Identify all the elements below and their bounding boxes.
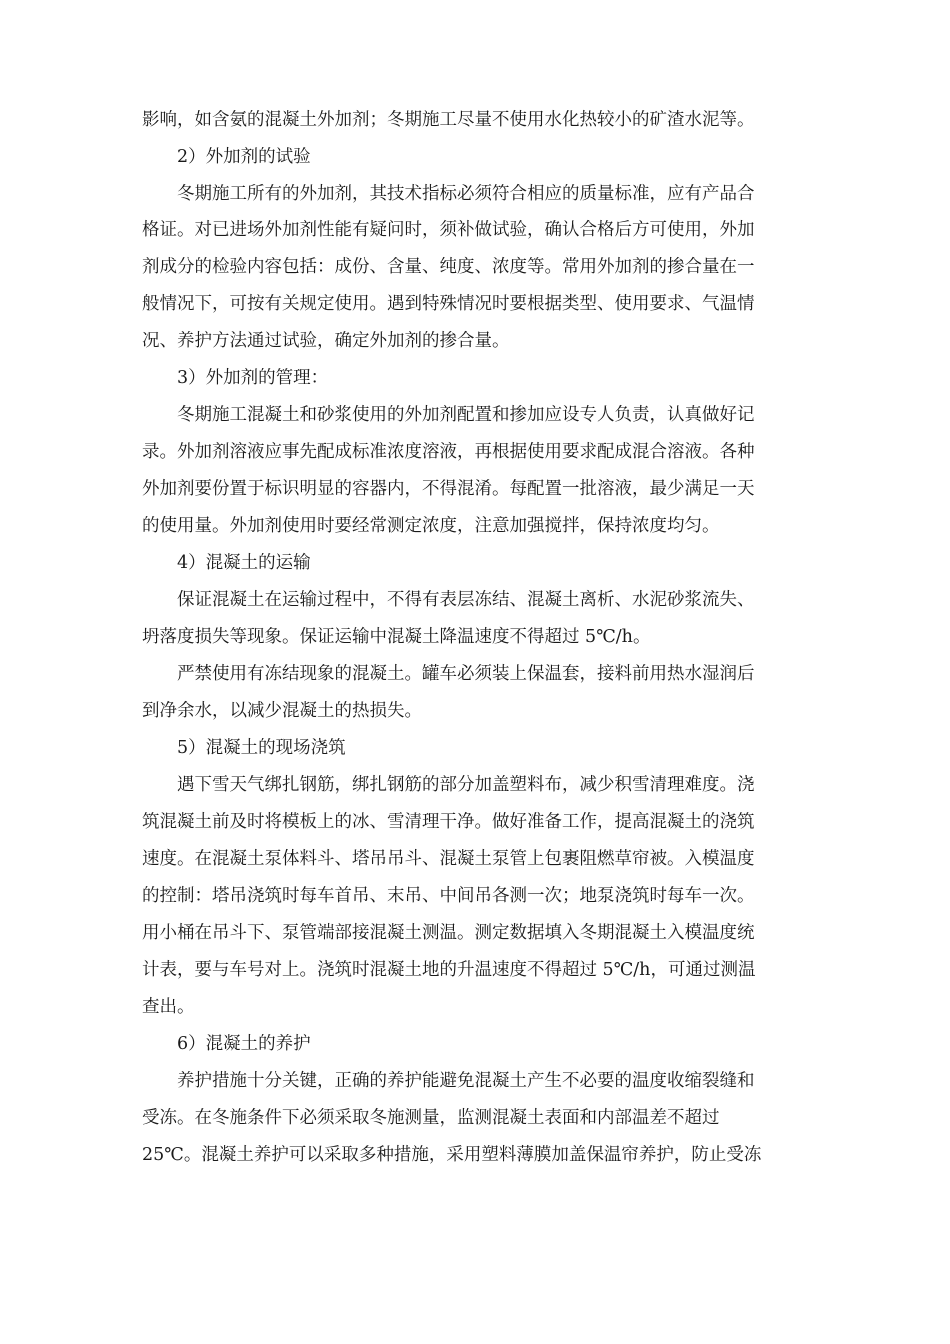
section-heading: 4）混凝土的运输 [177,553,311,573]
text-line: 况、养护方法通过试验，确定外加剂的掺合量。 [142,331,510,351]
section-heading: 3）外加剂的管理： [177,368,329,388]
text-line: 冬期施工所有的外加剂，其技术指标必须符合相应的质量标准，应有产品合 [177,184,755,204]
text-line: 遇下雪天气绑扎钢筋，绑扎钢筋的部分加盖塑料布，减少积雪清理难度。浇 [177,775,755,795]
text-line: 般情况下，可按有关规定使用。遇到特殊情况时要根据类型、使用要求、气温情 [142,294,755,314]
text-line: 剂成分的检验内容包括：成份、含量、纯度、浓度等。常用外加剂的掺合量在一 [142,257,755,277]
text-line: 录。外加剂溶液应事先配成标准浓度溶液，再根据使用要求配成混合溶液。各种 [142,442,755,462]
text-line: 用小桶在吊斗下、泵管端部接混凝土测温。测定数据填入冬期混凝土入模温度统 [142,923,755,943]
text-line: 查出。 [142,997,195,1017]
text-line: 的使用量。外加剂使用时要经常测定浓度，注意加强搅拌，保持浓度均匀。 [142,516,720,536]
section-heading: 2）外加剂的试验 [177,147,311,167]
text-line: 严禁使用有冻结现象的混凝土。罐车必须装上保温套，接料前用热水湿润后 [177,664,755,684]
text-line: 格证。对已进场外加剂性能有疑问时，须补做试验，确认合格后方可使用，外加 [142,220,755,240]
text-line: 受冻。在冬施条件下必须采取冬施测量，监测混凝土表面和内部温差不超过 [142,1108,720,1128]
text-line: 到净余水，以减少混凝土的热损失。 [142,701,422,721]
text-line: 养护措施十分关键，正确的养护能避免混凝土产生不必要的温度收缩裂缝和 [177,1071,755,1091]
text-line: 影响，如含氨的混凝土外加剂；冬期施工尽量不使用水化热较小的矿渣水泥等。 [142,110,755,130]
section-heading: 6）混凝土的养护 [177,1034,311,1054]
section-heading: 5）混凝土的现场浇筑 [177,738,346,758]
text-line: 计表，要与车号对上。浇筑时混凝土地的升温速度不得超过 5℃/h，可通过测温 [142,960,756,980]
text-line: 冬期施工混凝土和砂浆使用的外加剂配置和掺加应设专人负责，认真做好记 [177,405,755,425]
text-line: 的控制：塔吊浇筑时每车首吊、末吊、中间吊各测一次；地泵浇筑时每车一次。 [142,886,755,906]
text-line: 速度。在混凝土泵体料斗、塔吊吊斗、混凝土泵管上包裹阻燃草帘被。入模温度 [142,849,755,869]
text-line: 25℃。混凝土养护可以采取多种措施，采用塑料薄膜加盖保温帘养护，防止受冻 [142,1145,762,1165]
text-line: 外加剂要份置于标识明显的容器内，不得混淆。每配置一批溶液，最少满足一天 [142,479,755,499]
text-line: 坍落度损失等现象。保证运输中混凝土降温速度不得超过 5℃/h。 [142,627,651,647]
text-line: 保证混凝土在运输过程中，不得有表层冻结、混凝土离析、水泥砂浆流失、 [177,590,755,610]
text-line: 筑混凝土前及时将模板上的冰、雪清理干净。做好准备工作，提高混凝土的浇筑 [142,812,755,832]
